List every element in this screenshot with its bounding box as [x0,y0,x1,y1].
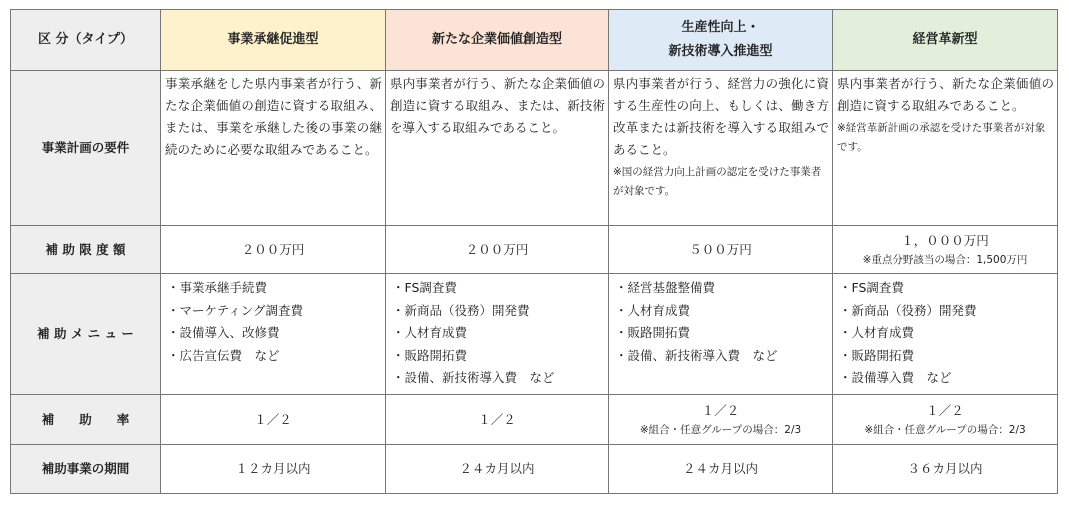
rate-cell [833,395,1058,445]
menu-item: ・広告宣伝費 など [167,347,280,363]
requirements-cell [161,71,386,226]
menu-list [609,274,833,395]
menu-item: ・販路開拓費 [839,347,915,363]
rate-row [11,395,1058,445]
rate-cell [609,395,833,445]
subsidy-type-table [10,9,1058,494]
menu-item: ・FS調査費 [839,280,904,295]
menu-item: ・マーケティング調査費 [167,302,304,318]
menu-item: ・設備導入費 など [839,370,952,385]
rate-note: ※組合・任意グループの場合：2/3 [864,423,1026,436]
menu-list [386,274,609,395]
requirements-text: 事業承継をした県内事業者が行う、新たな企業価値の創造に資する取組み、または、事業を承継した後の事業の継続のために必要な取組みであること。 [165,76,382,157]
requirements-note: ※経営革新計画の承認を受けた事業者が対象です。 [837,122,1046,153]
corner-header: 区 分（タイプ） [11,10,161,71]
menu-item: ・人材育成費 [392,325,468,340]
type-header-innovation: 経営革新型 [833,10,1058,71]
rate-value: １／２ [701,402,740,418]
menu-item: ・人材育成費 [839,325,915,340]
rate-label: 補 助 率 [11,395,161,445]
menu-item: ・人材育成費 [615,302,691,318]
limit-value: ５００万円 [609,226,833,274]
menu-label: 補 助 メ ニ ュ ー [11,274,161,395]
rate-note: ※組合・任意グループの場合：2/3 [639,423,802,436]
menu-item: ・経営基盤整備費 [615,280,716,295]
menu-list [161,274,386,395]
type-header-value-creation: 新たな企業価値創造型 [386,10,609,71]
requirements-label: 事業計画の要件 [11,71,161,226]
limit-label: 補 助 限 度 額 [11,226,161,274]
requirements-text: 県内事業者が行う、新たな企業価値の創造に資する取組み、または、新技術を導入する取組みであること。 [390,76,605,135]
menu-list [833,274,1058,395]
requirements-text: 県内事業者が行う、新たな企業価値の創造に資する取組みであること。 [837,76,1054,113]
menu-item: ・設備、新技術導入費 など [615,347,778,363]
period-row [11,445,1058,494]
menu-item: ・販路開拓費 [615,325,691,340]
menu-item: ・事業承継手続費 [167,280,268,295]
period-value: ３６カ月以内 [833,445,1058,494]
rate-value: １／２ [386,395,609,445]
type-header-succession: 事業承継促進型 [161,10,386,71]
period-label: 補助事業の期間 [11,445,161,494]
limit-row [11,226,1058,274]
period-value: ２４カ月以内 [386,445,609,494]
limit-value: １，０００万円 [901,232,989,248]
requirements-cell [386,71,609,226]
requirements-text: 県内事業者が行う、経営力の強化に資する生産性の向上、もしくは、働き方改革または新技術を導入する取組みであること。 [613,76,829,157]
limit-value: ２００万円 [161,226,386,274]
period-value: １２カ月以内 [161,445,386,494]
rate-value: １／２ [161,395,386,445]
limit-note: ※重点分野該当の場合：1,500万円 [862,253,1028,266]
menu-row [11,274,1058,395]
limit-value: ２００万円 [386,226,609,274]
type-header-productivity: 生産性向上・ 新技術導入推進型 [609,10,833,71]
requirements-note: ※国の経営力向上計画の認定を受けた事業者が対象です。 [613,166,822,197]
period-value: ２４カ月以内 [609,445,833,494]
requirements-row [11,71,1058,226]
requirements-cell [833,71,1058,226]
menu-item: ・新商品（役務）開発費 [392,302,530,318]
limit-cell [833,226,1058,274]
requirements-cell [609,71,833,226]
menu-item: ・FS調査費 [392,280,457,295]
header-row [11,10,1058,71]
menu-item: ・新商品（役務）開発費 [839,302,977,318]
rate-value: １／２ [926,402,964,418]
menu-item: ・設備、新技術導入費 など [392,370,555,385]
menu-item: ・設備導入、改修費 [167,325,280,340]
menu-item: ・販路開拓費 [392,347,468,363]
